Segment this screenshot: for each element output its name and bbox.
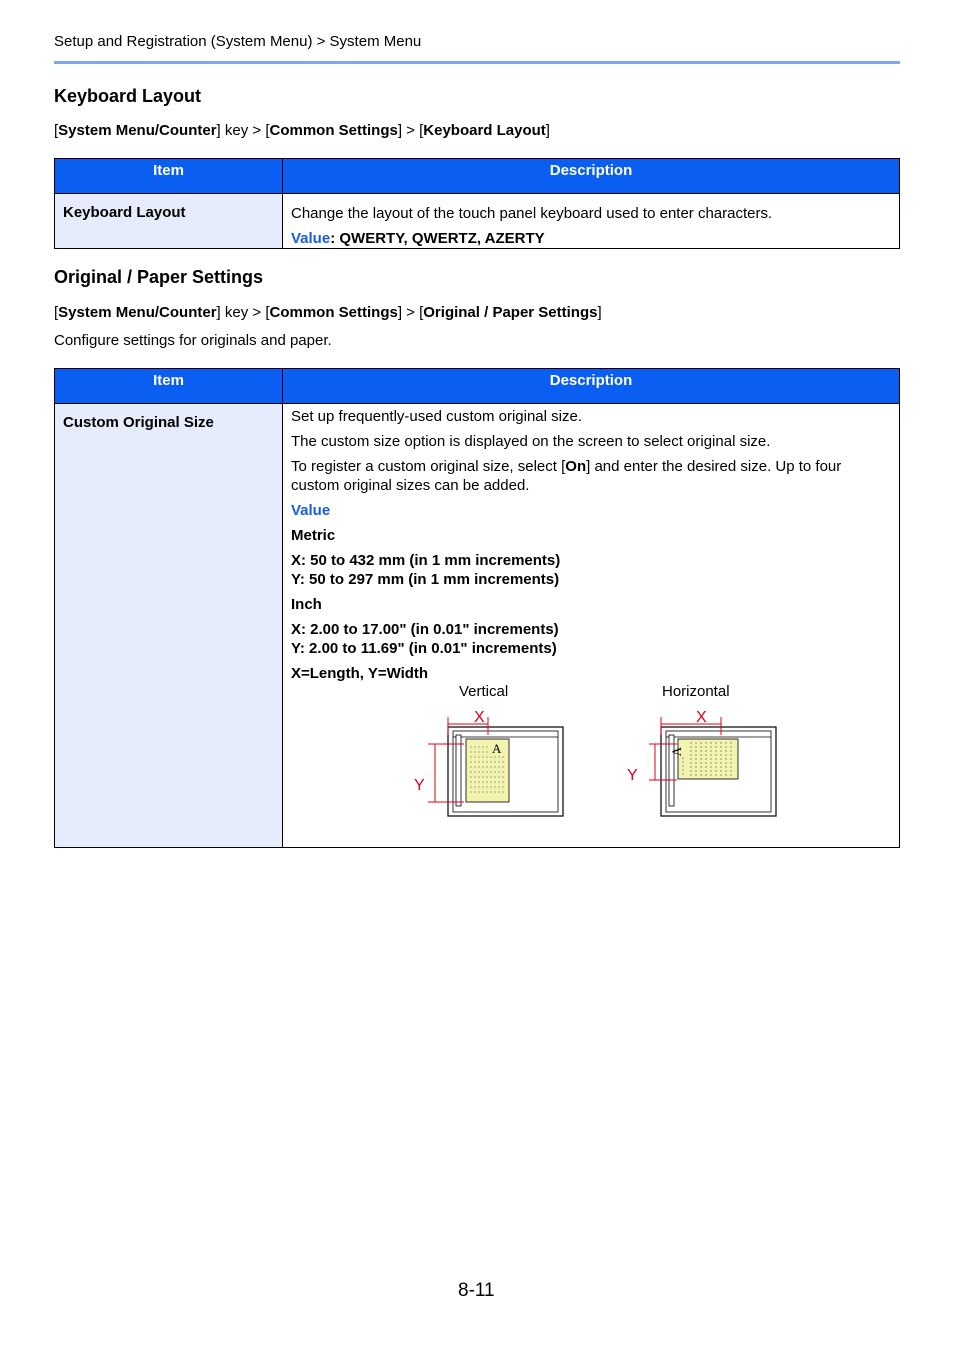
on-option: On [565, 458, 587, 475]
section-title-keyboard-layout: Keyboard Layout [54, 86, 202, 106]
value-label: Value [291, 230, 331, 247]
path-system-menu: System Menu/Counter [58, 304, 217, 321]
line3-end: ] and enter the desired size. Up to four custom original sizes can be added. [291, 458, 842, 494]
value-text: : QWERTY, QWERTZ, AZERTY [330, 230, 545, 247]
path-common-settings: Common Settings [269, 122, 398, 139]
inch-x-text: X: 2.00 to 17.00" (in 0.01" increments) [291, 621, 559, 638]
vertical-x-label: X [474, 709, 485, 726]
table-row [55, 194, 900, 249]
xy-definition-text: X=Length, Y=Width [291, 665, 429, 682]
column-header-item: Item [55, 159, 283, 194]
page-number: 8-11 [458, 1280, 495, 1301]
path-key-word: key > [220, 304, 266, 321]
metric-label [291, 526, 891, 545]
description-line-2: The custom size option is displayed on the screen to select original size. [291, 433, 771, 450]
path-key-word: key > [220, 122, 266, 139]
column-header-item: Item [55, 369, 283, 404]
path-system-menu: System Menu/Counter [58, 122, 217, 139]
xy-definition [291, 664, 891, 683]
path-keyboard-layout: Keyboard Layout [423, 122, 546, 139]
value-label [291, 501, 891, 520]
horizontal-scanner-diagram [639, 711, 779, 841]
menu-path-original-paper-settings: [System Menu/Counter] key > [Common Settings] > [Original / Paper Settings] [54, 304, 602, 321]
value-label-text: Value [291, 502, 331, 519]
orientation-diagram [291, 683, 891, 847]
menu-path-keyboard-layout: [System Menu/Counter] key > [Common Settings] > [Keyboard Layout] [54, 122, 550, 139]
description-text: Change the layout of the touch panel keyboard used to enter characters. [291, 205, 773, 222]
item-cell: Custom Original Size [55, 404, 283, 848]
description-line-3 [291, 457, 891, 495]
column-header-description: Description [283, 369, 900, 404]
inch-y-text: Y: 2.00 to 11.69" (in 0.01" increments) [291, 640, 557, 657]
section-title-original-paper-settings: Original / Paper Settings [54, 267, 264, 287]
inch-label-text: Inch [291, 596, 322, 613]
inch-label [291, 595, 891, 614]
breadcrumb: Setup and Registration (System Menu) > System Menu [54, 33, 422, 50]
description-line-1: Set up frequently-used custom original size. [291, 408, 582, 425]
horizontal-caption: Horizontal [662, 683, 730, 700]
vertical-caption: Vertical [459, 683, 509, 700]
horizontal-page-letter: A [669, 747, 684, 757]
vertical-page-letter: A [492, 741, 502, 756]
metric-y-range [291, 570, 891, 589]
column-header-description: Description [283, 159, 900, 194]
metric-x-range [291, 551, 891, 570]
description-cell [283, 404, 900, 848]
line3-start: To register a custom original size, select [ [291, 458, 566, 475]
header-rule [54, 61, 900, 64]
description-cell [283, 194, 900, 249]
vertical-y-label: Y [414, 777, 425, 794]
horizontal-x-label: X [696, 709, 707, 726]
section-intro: Configure settings for originals and paper. [54, 332, 332, 349]
path-common-settings: Common Settings [269, 304, 398, 321]
value-line [291, 229, 891, 248]
table-row [55, 404, 900, 848]
horizontal-y-label: Y [627, 767, 638, 784]
inch-y-range [291, 639, 891, 658]
inch-x-range [291, 620, 891, 639]
metric-x-text: X: 50 to 432 mm (in 1 mm increments) [291, 552, 561, 569]
path-original-paper-settings: Original / Paper Settings [423, 304, 598, 321]
item-cell: Keyboard Layout [55, 194, 283, 249]
keyboard-layout-table [54, 158, 900, 249]
vertical-scanner-diagram [426, 711, 566, 841]
original-paper-settings-table [54, 368, 900, 848]
metric-y-text: Y: 50 to 297 mm (in 1 mm increments) [291, 571, 560, 588]
metric-label-text: Metric [291, 527, 336, 544]
